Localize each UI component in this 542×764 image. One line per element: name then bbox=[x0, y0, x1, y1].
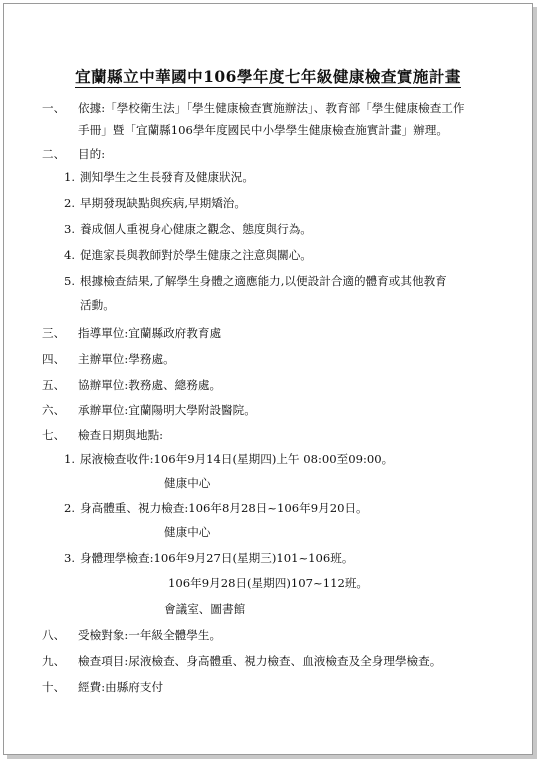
section-10-text: 經費:由縣府支付 bbox=[78, 680, 164, 694]
location-text: 會議室、圖書館 bbox=[164, 602, 246, 616]
section-1-text-line-1: 依據:「學校衛生法」「學生健康檢查實施辦法」、教育部「學生健康檢查工作 bbox=[78, 101, 465, 115]
section-number-5: 五、 bbox=[42, 378, 66, 392]
document-title: 宜蘭縣立中華國中106學年度七年級健康檢查實施計畫 bbox=[75, 67, 461, 86]
list-item-number: 2. bbox=[64, 196, 76, 210]
section-1-text-line-2: 手冊」暨「宜蘭縣106學年度國民中小學學生健康檢查施實計畫」辦理。 bbox=[78, 123, 448, 137]
section-number-8: 八、 bbox=[42, 628, 66, 642]
section-3-text: 指導單位:宜蘭縣政府教育處 bbox=[78, 326, 222, 340]
list-item-number: 5. bbox=[64, 274, 76, 288]
location-text: 健康中心 bbox=[164, 476, 211, 490]
section-number-3: 三、 bbox=[42, 326, 66, 340]
section-number-4: 四、 bbox=[42, 352, 66, 366]
list-item: 根據檢查結果,了解學生身體之適應能力,以便設計合適的體育或其他教育 bbox=[80, 274, 447, 288]
list-item-number: 2. bbox=[64, 501, 76, 515]
list-item-number: 1. bbox=[64, 170, 76, 184]
section-number-9: 九、 bbox=[42, 654, 66, 668]
location-text: 健康中心 bbox=[164, 525, 211, 539]
section-4-text: 主辦單位:學務處。 bbox=[78, 352, 175, 366]
list-item-continuation: 活動。 bbox=[80, 298, 115, 312]
section-number-7: 七、 bbox=[42, 428, 66, 442]
list-item-number: 3. bbox=[64, 551, 76, 565]
list-item: 早期發現缺點與疾病,早期矯治。 bbox=[80, 196, 246, 210]
section-7-label: 檢查日期與地點: bbox=[78, 428, 164, 442]
list-item: 測知學生之生長發育及健康狀況。 bbox=[80, 170, 254, 184]
section-6-text: 承辦單位:宜蘭陽明大學附設醫院。 bbox=[78, 403, 256, 417]
section-8-text: 受檢對象:一年級全體學生。 bbox=[78, 628, 222, 642]
list-item: 養成個人重視身心健康之觀念、態度與行為。 bbox=[80, 222, 312, 236]
section-5-text: 協辦單位:教務處、總務處。 bbox=[78, 378, 222, 392]
section-2-label: 目的: bbox=[78, 147, 106, 161]
list-item-number: 1. bbox=[64, 452, 76, 466]
section-number-6: 六、 bbox=[42, 403, 66, 417]
section-number-1: 一、 bbox=[42, 101, 66, 115]
section-number-2: 二、 bbox=[42, 147, 66, 161]
section-number-10: 十、 bbox=[42, 680, 66, 694]
list-item: 身體理學檢查:106年9月27日(星期三)101~106班。 bbox=[80, 551, 354, 565]
list-item-number: 3. bbox=[64, 222, 76, 236]
list-item: 尿液檢查收件:106年9月14日(星期四)上午 08:00至09:00。 bbox=[80, 452, 394, 466]
list-item: 促進家長與教師對於學生健康之注意與關心。 bbox=[80, 248, 312, 262]
document-page bbox=[3, 3, 533, 755]
list-item: 身高體重、視力檢查:106年8月28日~106年9月20日。 bbox=[80, 501, 368, 515]
list-item-second-line: 106年9月28日(星期四)107~112班。 bbox=[168, 576, 369, 590]
list-item-number: 4. bbox=[64, 248, 76, 262]
section-9-text: 檢查項目:尿液檢查、身高體重、視力檢查、血液檢查及全身理學檢查。 bbox=[78, 654, 442, 668]
